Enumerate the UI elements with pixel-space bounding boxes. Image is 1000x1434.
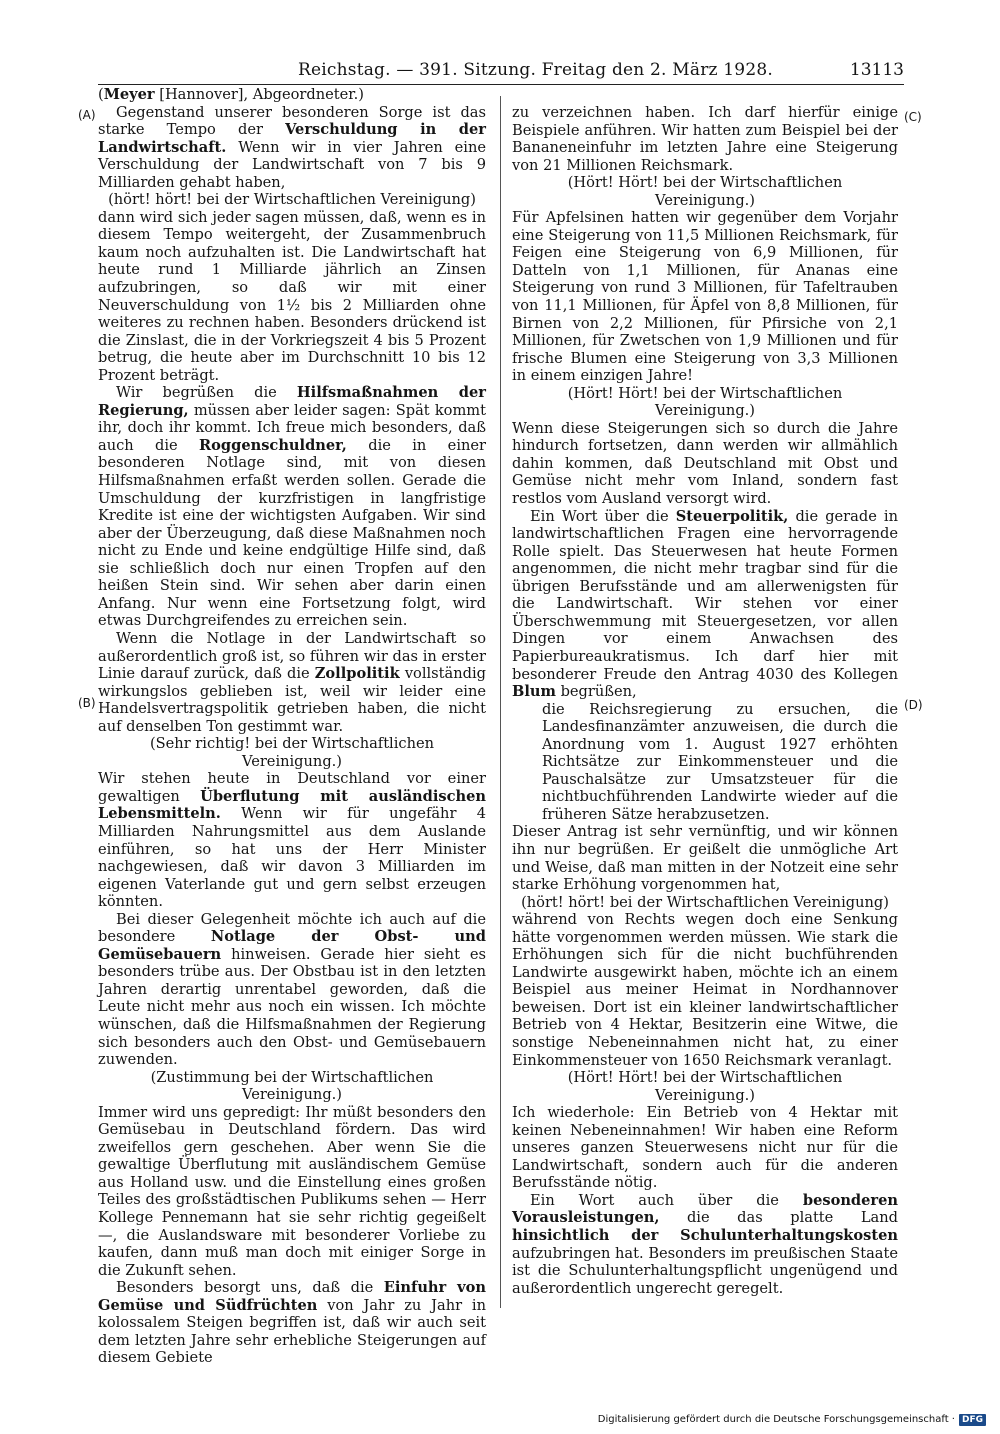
page-header [98,60,904,85]
paragraph: dann wird sich jeder sagen müssen, daß, wenn es in diesem Tempo weitergeht, der Zusammenbruch kaum noch aufzuhalten ist. Die Landwirtschaft hat heute rund 1 Milliarde jährlich an Zinsen aufzubringen, so daß wir mit einer Neuverschuldung von 1½ bis 2 Milliarden ohne weiteres zu rechnen haben. Besonders drückend ist die Zinslast, die in der Vorkriegszeit 4 bis 5 Prozent betrug, die heute aber im Durchschnitt 10 bis 12 Prozent beträgt. [98,208,486,384]
digitization-credit: Digitalisierung gefördert durch die Deutsche Forschungsgemeinschaft · DFG [598,1414,986,1426]
speaker-name: Meyer [103,86,155,103]
margin-marker-b: (B) [78,696,96,710]
paragraph: Ein Wort auch über die besonderen Vorausleistungen, die das platte Land hinsichtlich der Schulunterhaltungskosten aufzubringen hat. Besonders im preußischen Staate ist die Schulunterhaltungspflicht ungenügend und außerordentlich ungerecht geregelt. [512,1191,898,1297]
paragraph: Für Apfelsinen hatten wir gegenüber dem Vorjahr eine Steigerung von 11,5 Millionen Reichsmark, für Feigen eine Steigerung von 6,9 Millionen, für Datteln von 1,1 Millionen, für Ananas eine Steigerung von rund 3 Millionen, für Tafeltrauben von 11,1 Millionen, für Äpfel von 8,8 Millionen, für Birnen von 2,2 Millionen, für Pfirsiche von 2,1 Millionen, für Zwetschen von 1,9 Millionen und für frische Blumen eine Steigerung von 3,3 Millionen in einem einzigen Jahre! [512,209,898,385]
margin-marker-d: (D) [904,698,923,712]
left-column [98,86,486,1367]
quoted-motion: die Reichsregierung zu ersuchen, die Landesfinanzämter anzuweisen, die durch die Anordnung vom 1. August 1927 erhöhten Richtsätze zur Einkommensteuer und die Pauschalsätze zur Umsatzsteuer für die nichtbuchführenden Landwirte wieder auf die früheren Sätze herabzusetzen. [542,700,898,823]
speaker-line: (Meyer [Hannover], Abgeordneter.) [98,86,364,103]
column-divider [500,96,501,1308]
interjection: (hört! hört! bei der Wirtschaftlichen Vereinigung) [521,893,889,911]
interjection: (Hört! Hört! bei der Wirtschaftlichen Vereinigung.) [567,174,843,209]
page-number: 13113 [849,60,904,80]
paragraph: Immer wird uns gepredigt: Ihr müßt besonders den Gemüsebau in Deutschland fördern. Das wird zweifellos gern geschehen. Aber wenn Sie die gewaltige Überflutung mit ausländischem Gemüse aus Holland usw. und die Einstellung eines großen Teiles des großstädtischen Publikums sehen — Herr Kollege Pennemann hat sie sehr richtig gegeißelt —, die Auslandsware mit besonderer Vorliebe zu kaufen, dann muß man doch mit einiger Sorge in die Zukunft sehen. [98,1103,486,1279]
paragraph: Ein Wort über die Steuerpolitik, die gerade in landwirtschaftlichen Fragen eine hervorragende Rolle spielt. Das Steuerwesen hat heute Formen angenommen, die nicht mehr tragbar sind für die übrigen Berufsstände und am allerwenigsten für die Landwirtschaft. Wir stehen vor einer Überschwemmung mit Steuergesetzen, vor allen Dingen vor einem Anwachsen des Papierbureaukratismus. Ich darf hier mit besonderer Freude den Antrag 4030 des Kollegen Blum begrüßen, [512,507,898,701]
paragraph: Wenn die Notlage in der Landwirtschaft so außerordentlich groß ist, so führen wir das in erster Linie darauf zurück, daß die Zollpolitik vollständig wirkungslos geblieben ist, weil wir leider eine Handelsvertragspolitik getrieben haben, die nicht auf denselben Ton gestimmt war. [98,629,486,735]
paragraph: Besonders besorgt uns, daß die Einfuhr von Gemüse und Südfrüchten von Jahr zu Jahr in kolossalem Steigen begriffen ist, daß wir auch seit dem letzten Jahre sehr erhebliche Steigerungen auf diesem Gebiete [98,1279,486,1367]
margin-marker-a: (A) [78,108,96,122]
paragraph: Gegenstand unserer besonderen Sorge ist das starke Tempo der Verschuldung in der Landwirtschaft. Wenn wir in vier Jahren eine Verschuldung der Landwirtschaft von 7 bis 9 Milliarden gehabt haben, [98,103,486,191]
right-column [512,104,898,1297]
paragraph: Bei dieser Gelegenheit möchte ich auch auf die besondere Notlage der Obst- und Gemüsebauern hinweisen. Gerade hier sieht es besonders trübe aus. Der Obstbau ist in den letzten Jahren derartig unrentabel geworden, daß die Leute nicht mehr aus noch ein wissen. Ich möchte wünschen, daß die Hilfsmaßnahmen der Regierung sich besonders auch den Obst- und Gemüsebauern zuwenden. [98,910,486,1069]
paragraph: Dieser Antrag ist sehr vernünftig, und wir können ihn nur begrüßen. Er geißelt die unmögliche Art und Weise, daß man mitten in der Notzeit eine sehr starke Erhöhung vorgenommen hat, [512,823,898,894]
margin-marker-c: (C) [904,110,922,124]
running-title: Reichstag. — 391. Sitzung. Freitag den 2. März 1928. [298,60,773,80]
paragraph: Wir stehen heute in Deutschland vor einer gewaltigen Überflutung mit ausländischen Lebensmitteln. Wenn wir für ungefähr 4 Milliarden Nahrungsmittel aus dem Auslande einführen, so hat uns der Herr Minister nachgewiesen, daß wir davon 3 Milliarden im eigenen Vaterlande gut und gern selbst erzeugen könnten. [98,770,487,911]
interjection: (hört! hört! bei der Wirtschaftlichen Vereinigung) [108,191,476,209]
paragraph: Wenn diese Steigerungen sich so durch die Jahre hindurch fortsetzen, dann werden wir allmählich dahin kommen, daß Deutschland mit Obst und Gemüse nicht mehr vom Inland, sondern fast restlos vom Ausland versorgt wird. [512,419,898,508]
paragraph: zu verzeichnen haben. Ich darf hierfür einige Beispiele anführen. Wir hatten zum Beispiel bei der Bananeneinfuhr im letzten Jahre eine Steigerung von 21 Millionen Reichsmark. [512,104,898,174]
interjection: (Zustimmung bei der Wirtschaftlichen Vereinigung.) [150,1068,434,1104]
paragraph: während von Rechts wegen doch eine Senkung hätte vorgenommen werden müssen. Wie stark die Erhöhungen sich für die nicht buchführenden Landwirte ausgewirkt haben, möchte ich an einem Beispiel aus meiner Heimat in Nordhannover beweisen. Dort ist ein kleiner landwirtschaftlicher Betrieb von 4 Hektar, Besitzerin eine Witwe, die sonstige Nebeneinnahmen nicht hat, zu einer Einkommensteuer von 1650 Reichsmark veranlagt. [512,911,898,1069]
paragraph: Ich wiederhole: Ein Betrieb von 4 Hektar mit keinen Nebeneinnahmen! Wir haben eine Reform unseres ganzen Steuerwesens nicht nur für die Landwirtschaft, sondern auch für die anderen Berufsstände nötig. [512,1104,898,1192]
paragraph: Wir begrüßen die Hilfsmaßnahmen der Regierung, müssen aber leider sagen: Spät kommt ihr, doch ihr kommt. Ich freue mich besonders, daß auch die Roggenschuldner, die in einer besonderen Notlage sind, mit von diesen Hilfsmaßnahmen erfaßt werden sollen. Gerade die Umschuldung der kurzfristigen in langfristige Kredite ist eine der wichtigsten Aufgaben. Wir sind aber der Überzeugung, daß diese Maßnahmen noch nicht zu Ende und keine endgültige Hilfe sind, daß sie schließlich doch nur einen Tropfen auf den heißen Stein sind. Wir sehen aber darin einen Anfang. Nur wenn eine Fortsetzung folgt, wird etwas Durchgreifendes zu erreichen sein. [98,384,486,630]
dfg-logo: DFG [959,1414,986,1426]
interjection: (Sehr richtig! bei der Wirtschaftlichen Vereinigung.) [149,735,435,770]
interjection: (Hört! Hört! bei der Wirtschaftlichen Vereinigung.) [567,1069,843,1104]
interjection: (Hört! Hört! bei der Wirtschaftlichen Vereinigung.) [567,384,843,420]
